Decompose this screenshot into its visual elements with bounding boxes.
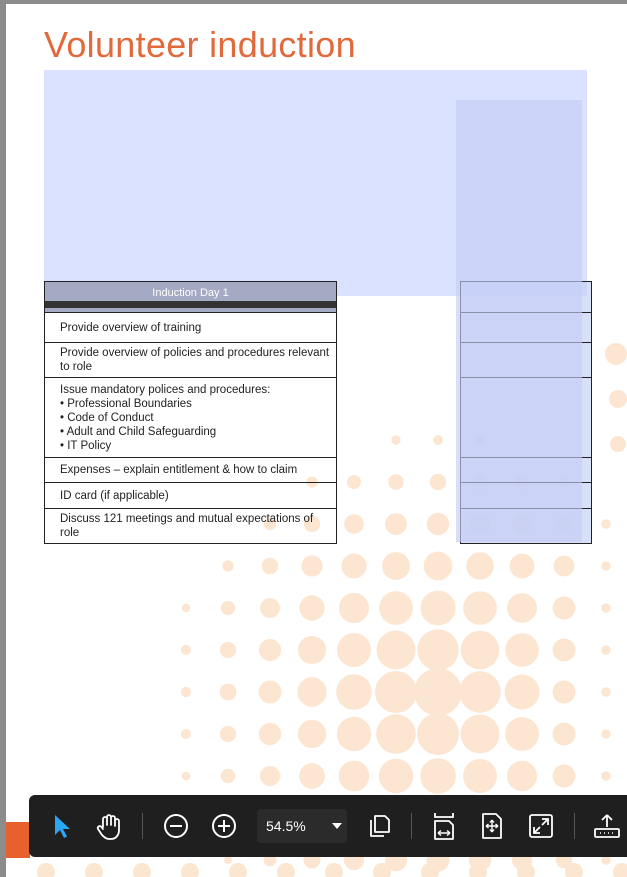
fit-page-icon [478,811,506,841]
select-tool-button[interactable] [45,809,79,843]
upload-button[interactable] [590,809,624,843]
row-text: Provide overview of policies and procedures relevant to role [60,347,330,373]
row-text: ID card (if applicable) [60,489,169,502]
fit-page-button[interactable] [475,809,509,843]
table-blank-cell [337,282,461,313]
list-item: • Code of Conduct [60,411,330,425]
table-blank-cell [337,483,461,509]
list-item: • IT Policy [60,439,330,453]
chevron-down-icon [332,823,342,829]
table-cell [45,343,337,378]
document-title: Volunteer induction [44,24,356,65]
pdf-page [6,4,627,877]
list-item: • Professional Boundaries [60,397,330,411]
table-blank-cell [337,313,461,343]
zoom-select[interactable] [257,809,347,843]
upload-icon [592,812,622,840]
policy-list [60,397,330,453]
table-blank-cell [337,509,461,544]
toolbar-separator [574,813,575,839]
table-cell [45,509,337,544]
hand-icon [94,811,124,841]
fit-width-button[interactable] [427,809,461,843]
fit-width-icon [430,811,458,841]
table-cell [45,313,337,343]
toolbar-separator [411,813,412,839]
zoom-value: 54.5% [266,818,306,834]
row-text: Provide overview of training [60,321,202,334]
zoom-out-button[interactable] [159,809,193,843]
row-text: Discuss 121 meetings and mutual expectations of role [60,513,314,539]
row-text: Issue mandatory polices and procedures: [60,383,271,396]
pdf-toolbar [29,795,627,857]
table-header-bar [45,301,336,308]
table-cell [45,458,337,483]
pan-tool-button[interactable] [92,809,126,843]
form-field-highlight-column[interactable] [456,100,582,542]
row-text: Expenses – explain entitlement & how to claim [60,464,298,476]
list-item: • Adult and Child Safeguarding [60,425,330,439]
next-page-edge [6,822,30,858]
table-header-label: Induction Day 1 [152,287,229,299]
fullscreen-button[interactable] [524,809,558,843]
page-mode-button[interactable] [363,809,397,843]
zoom-in-button[interactable] [207,809,241,843]
table-header-cell [45,282,337,313]
page-mode-icon [366,812,394,840]
table-cell [45,378,337,458]
table-blank-cell [337,458,461,483]
table-blank-cell [337,343,461,378]
cursor-arrow-icon [51,813,73,839]
minus-circle-icon [162,812,190,840]
fullscreen-icon [527,812,555,840]
table-cell [45,483,337,509]
table-blank-cell [337,378,461,458]
plus-circle-icon [210,812,238,840]
toolbar-separator [142,813,143,839]
